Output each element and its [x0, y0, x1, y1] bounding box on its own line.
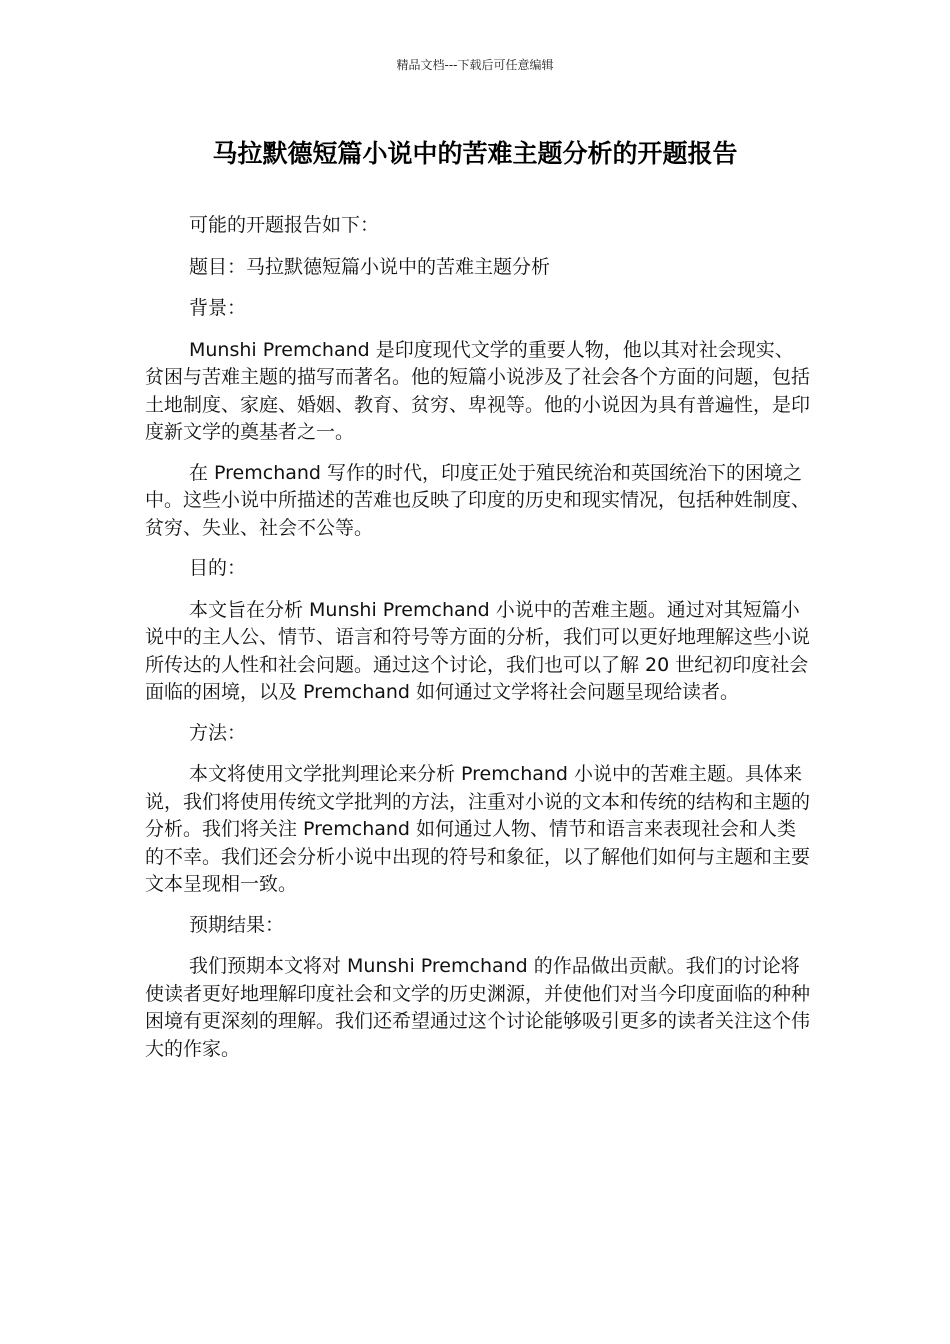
document-body — [145, 212, 810, 1076]
purpose-paragraph: 本文旨在分析 Munshi Premchand 小说中的苦难主题。通过对其短篇小说中的主人公、情节、语言和符号等方面的分析，我们可以更好地理解这些小说所传达的人性和社会问题。通过这个讨论，我们也可以了解 20 世纪初印度社会面临的困境，以及 Premchand 如何通过文学将社会问题呈现给读者。 — [145, 598, 811, 703]
background-paragraph: 在 Premchand 写作的时代，印度正处于殖民统治和英国统治下的困境之中。这些小说中所描述的苦难也反映了印度的历史和现实情况，包括种姓制度、贫穷、失业、社会不公等。 — [145, 461, 811, 539]
background-heading: 背景： — [189, 297, 247, 319]
document-title: 马拉默德短篇小说中的苦难主题分析的开题报告 — [212, 139, 738, 168]
expected-results-paragraph: 我们预期本文将对 Munshi Premchand 的作品做出贡献。我们的讨论将使读者更好地理解印度社会和文学的历史渊源，并使他们对当今印度面临的种种困境有更深刻的理解。我们还希望通过这个讨论能够吸引更多的读者关注这个伟大的作家。 — [145, 955, 811, 1060]
method-paragraph: 本文将使用文学批判理论来分析 Premchand 小说中的苦难主题。具体来说，我们将使用传统文学批判的方法，注重对小说的文本和传统的结构和主题的分析。我们将关注 Premchand 如何通过人物、情节和语言来表现社会和人类的不幸。我们还会分析小说中出现的符号和象征，以了解他们如何与主题和主要文本呈现相一致。 — [145, 763, 811, 895]
intro-paragraph: 可能的开题报告如下： — [189, 214, 380, 236]
background-paragraph: Munshi Premchand 是印度现代文学的重要人物，他以其对社会现实、贫困与苦难主题的描写而著名。他的短篇小说涉及了社会各个方面的问题，包括土地制度、家庭、婚姻、教育、贫穷、卑视等。他的小说因为具有普遍性，是印度新文学的奠基者之一。 — [145, 338, 811, 443]
page-header: 精品文档---下载后可任意编辑 — [396, 58, 554, 72]
expected-results-heading: 预期结果： — [189, 913, 285, 936]
method-heading: 方法： — [189, 721, 247, 744]
topic-line: 题目：马拉默德短篇小说中的苦难主题分析 — [189, 255, 551, 278]
purpose-heading: 目的： — [189, 557, 247, 579]
